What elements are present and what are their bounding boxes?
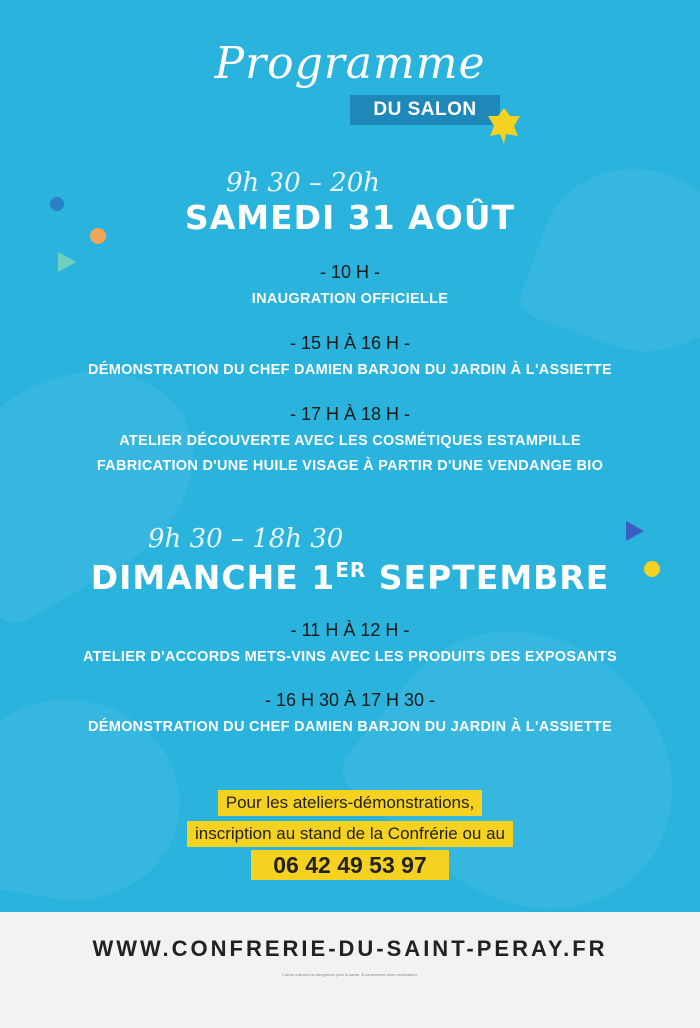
event-description: ATELIER D'ACCORDS METS-VINS AVEC LES PRODUITS DES EXPOSANTS — [82, 649, 618, 665]
programme-title: Programme — [214, 38, 486, 89]
event-time: - 11 H À 12 H - — [290, 620, 410, 640]
event-time: - 16 H 30 À 17 H 30 - — [264, 690, 436, 710]
event-description: INAUGRATION OFFICIELLE — [251, 291, 449, 307]
event-description: ATELIER DÉCOUVERTE AVEC LES COSMÉTIQUES ESTAMPILLE — [119, 433, 581, 449]
event-description: FABRICATION D'UNE HUILE VISAGE À PARTIR D'UNE VENDANGE BIO — [96, 458, 604, 474]
website-link[interactable]: WWW.CONFRERIE-DU-SAINT-PERAY.FR — [92, 936, 608, 961]
sunday-day-end: SEPTEMBRE — [366, 558, 610, 597]
registration-phone — [0, 850, 700, 880]
registration-line — [0, 821, 700, 847]
registration-text: Pour les ateliers-démonstrations, — [218, 790, 483, 816]
registration-text: inscription au stand de la Confrérie ou au — [187, 821, 513, 847]
phone-number[interactable]: 06 42 49 53 97 — [251, 850, 448, 880]
triangle-icon — [626, 521, 644, 541]
sunday-hours: 9h 30 – 18h 30 — [148, 524, 344, 554]
event-description: DÉMONSTRATION DU CHEF DAMIEN BARJON DU JARDIN À L'ASSIETTE — [87, 362, 613, 378]
legal-note: L'abus d'alcool est dangereux pour la santé. À consommer avec modération. — [282, 972, 418, 977]
grape-leaf-icon — [486, 106, 522, 146]
event-time: - 17 H À 18 H - — [289, 404, 411, 424]
event-description: DÉMONSTRATION DU CHEF DAMIEN BARJON DU JARDIN À L'ASSIETTE — [87, 719, 613, 735]
saturday-day: SAMEDI 31 AOÛT — [184, 198, 516, 237]
sunday-day-main: DIMANCHE 1 — [90, 558, 336, 597]
salon-subtitle: DU SALON — [350, 95, 500, 125]
sunday-day-sup: ER — [335, 558, 367, 582]
event-time: - 15 H À 16 H - — [289, 333, 411, 353]
registration-line — [0, 790, 700, 816]
sunday-day — [0, 558, 700, 597]
saturday-hours: 9h 30 – 20h — [226, 168, 380, 198]
event-time: - 10 H - — [319, 262, 380, 282]
